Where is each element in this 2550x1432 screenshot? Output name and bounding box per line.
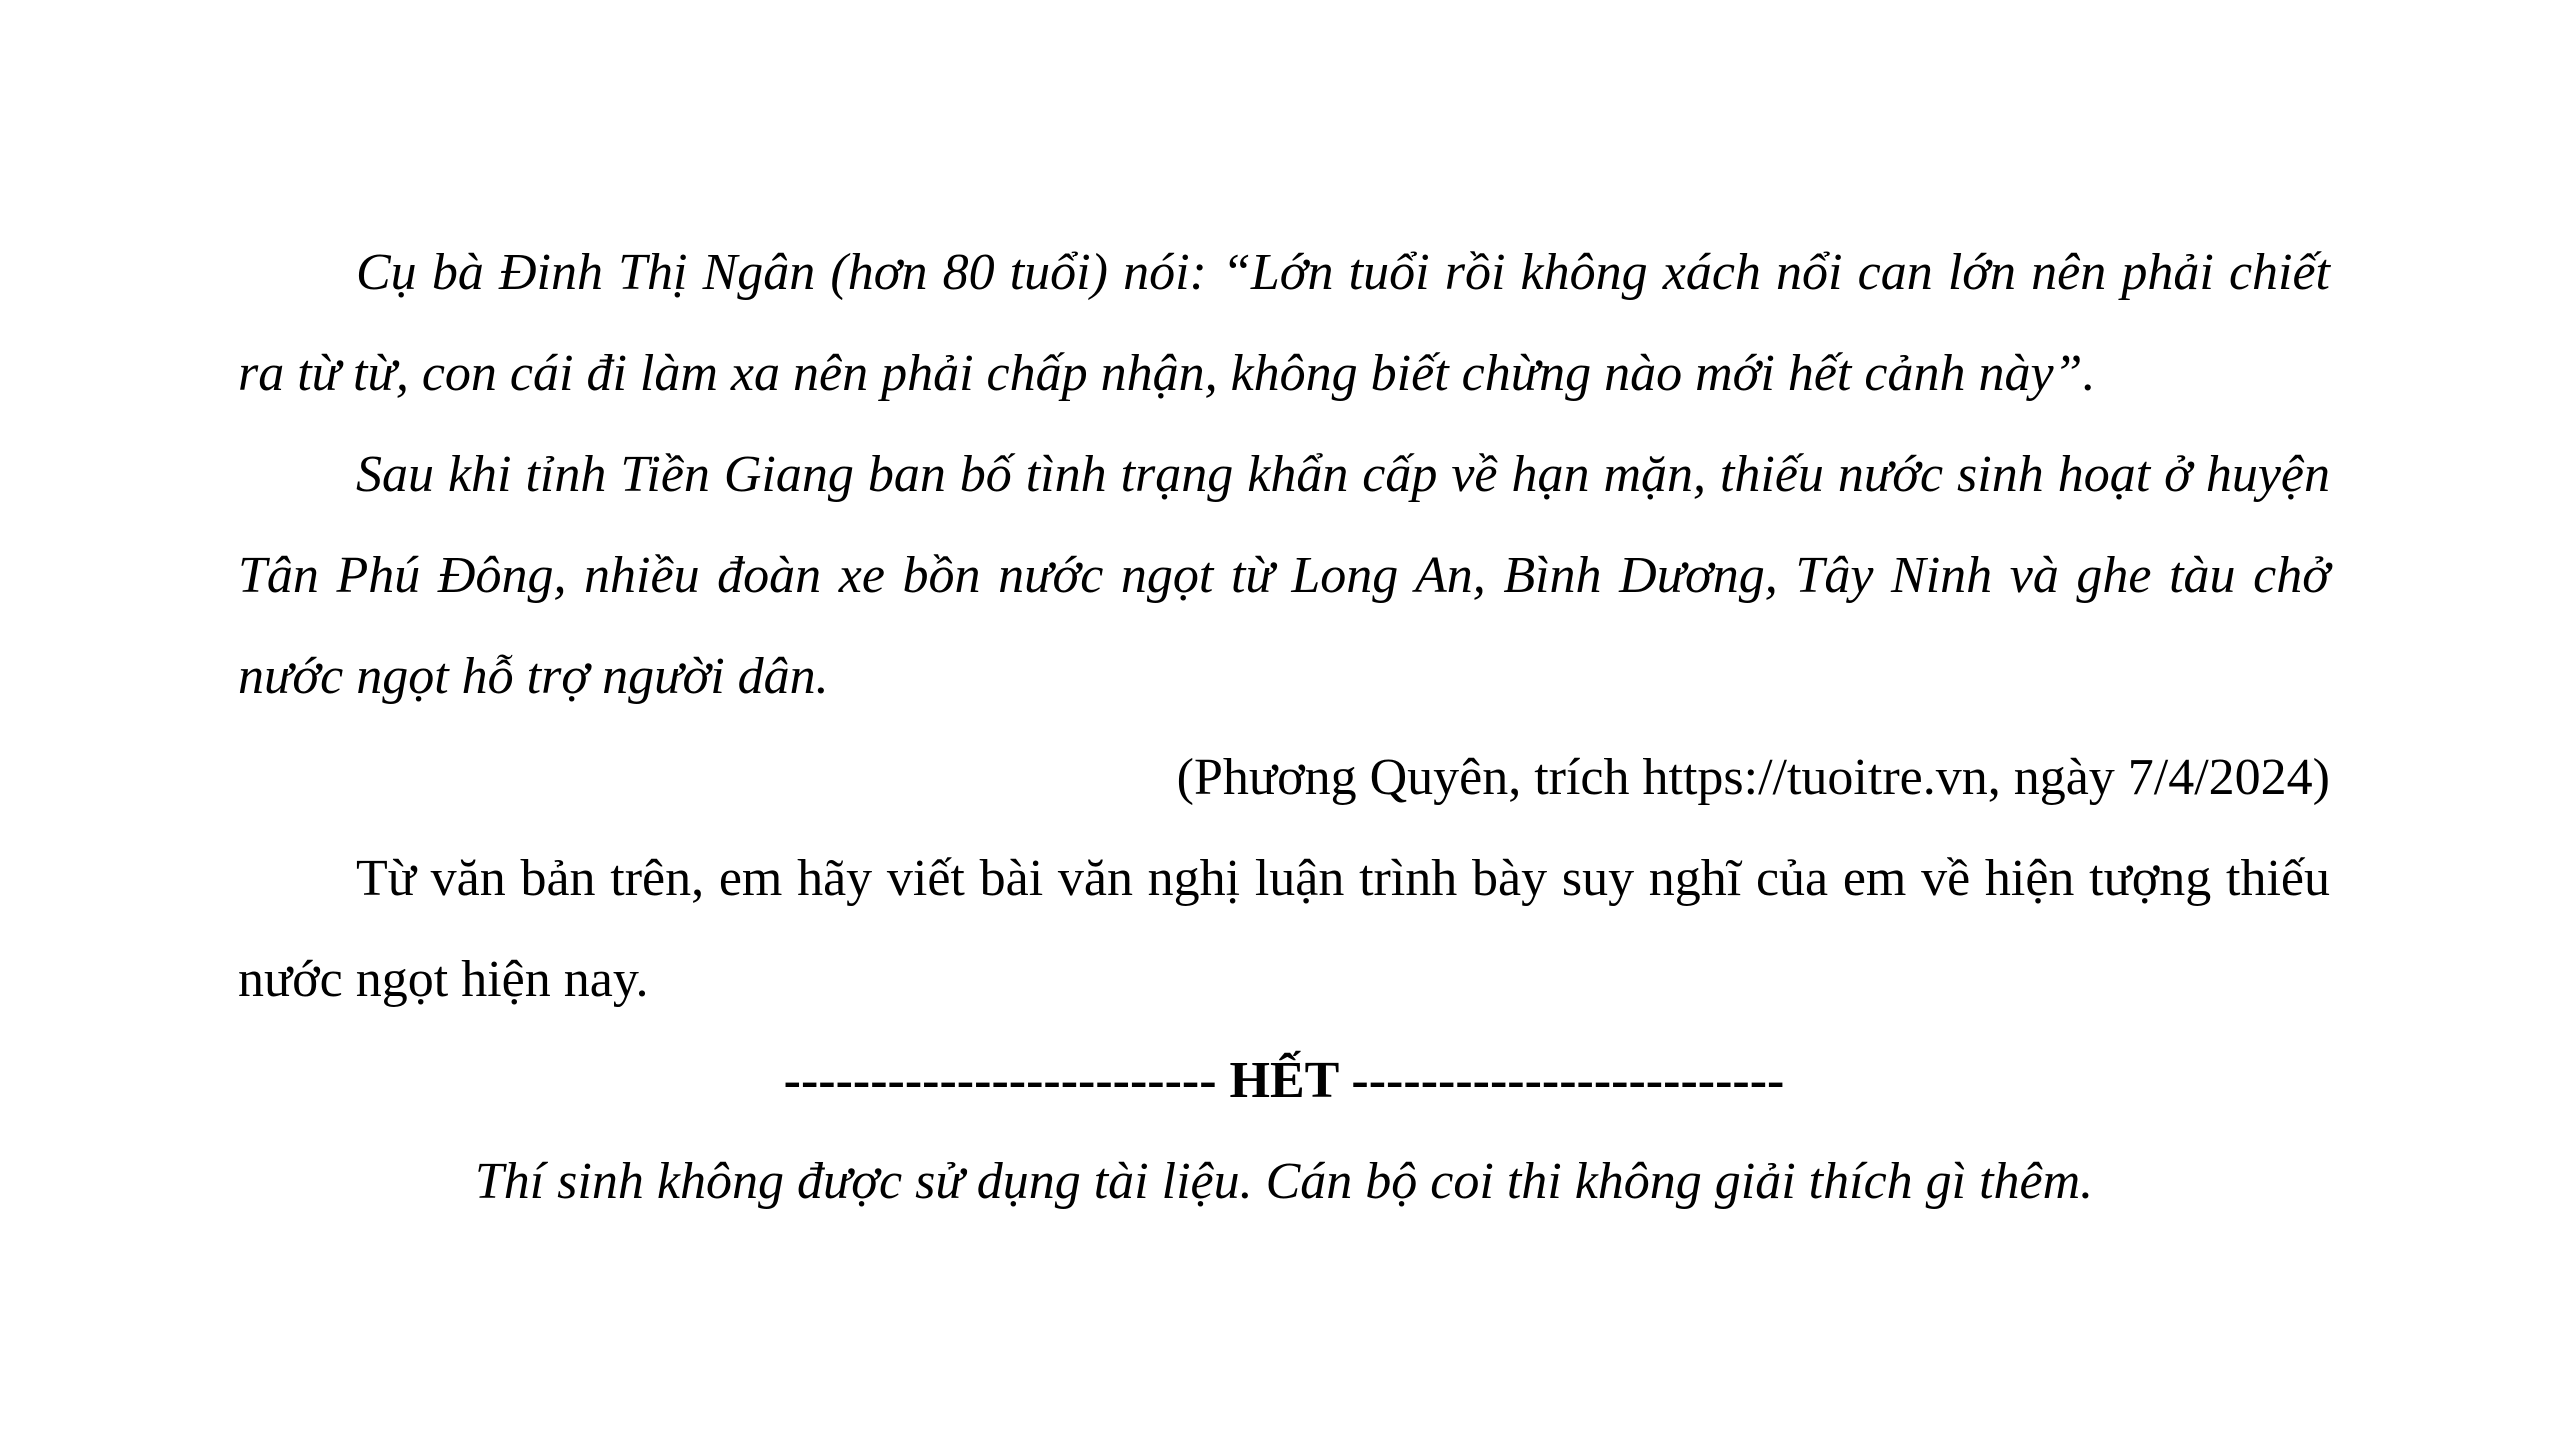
quote-paragraph-2: Sau khi tỉnh Tiền Giang ban bố tình trạng khẩn cấp về hạn mặn, thiếu nước sinh hoạt ở huyện Tân Phú Đông, nhiều đoàn xe bồn nước ngọt từ Long An, Bình Dương, Tây Ninh và ghe tàu chở nước ngọt hỗ trợ người dân. <box>238 446 2330 705</box>
document-content <box>238 222 2330 1232</box>
end-marker: ------------------------- HẾT ------------------------- <box>783 1052 1785 1109</box>
task-prompt: Từ văn bản trên, em hãy viết bài văn nghị luận trình bày suy nghĩ của em về hiện tượng thiếu nước ngọt hiện nay. <box>238 850 2330 1008</box>
quote-paragraph-1: Cụ bà Đinh Thị Ngân (hơn 80 tuổi) nói: “Lớn tuổi rồi không xách nổi can lớn nên phải chiết ra từ từ, con cái đi làm xa nên phải chấp nhận, không biết chừng nào mới hết cảnh này”. <box>238 244 2330 402</box>
source-citation: (Phương Quyên, trích https://tuoitre.vn, ngày 7/4/2024) <box>1176 749 2330 806</box>
exam-note: Thí sinh không được sử dụng tài liệu. Cán bộ coi thi không giải thích gì thêm. <box>474 1153 2094 1210</box>
